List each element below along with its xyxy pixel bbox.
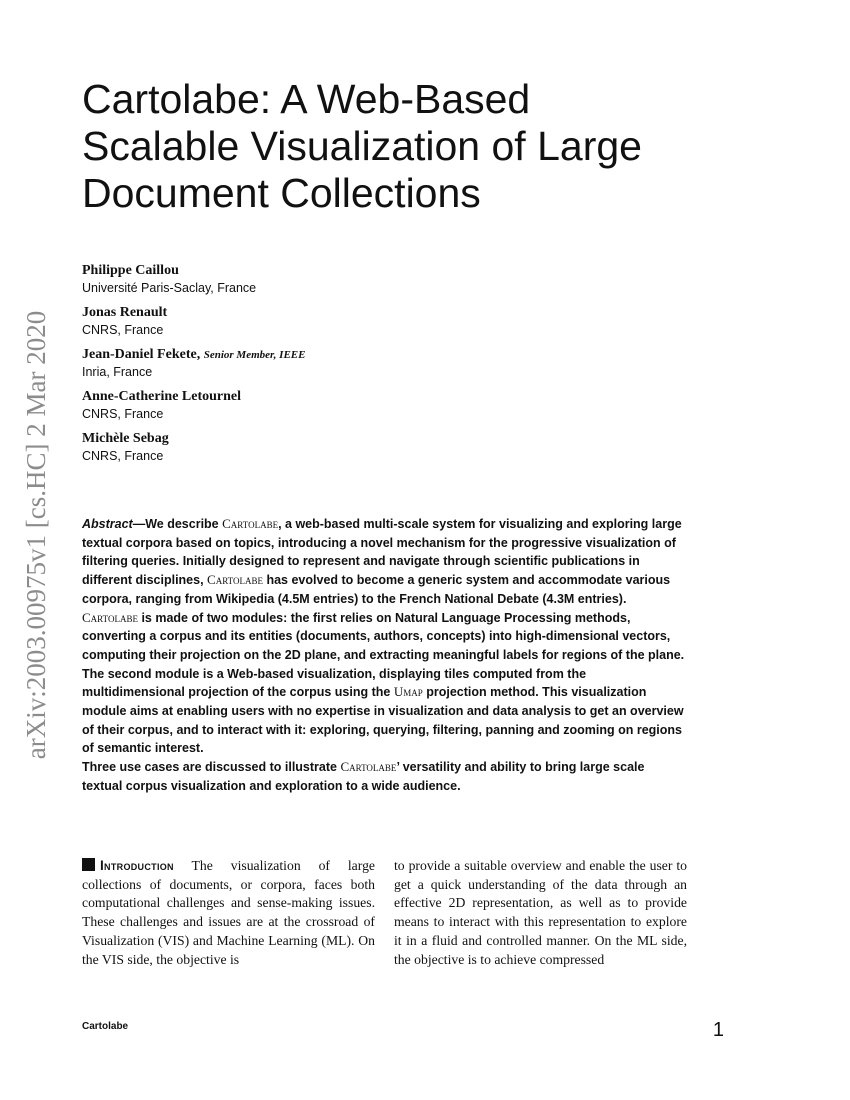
- author-affiliation: Université Paris-Saclay, France: [82, 281, 257, 295]
- author-list: [82, 262, 682, 472]
- abstract-text: is made of two modules: the first relies on Natural Language Processing methods, converting a corpus and its entities (documents, authors, concepts) into high-dimensional vectors, computing their projection on the 2D plane, and extracting meaningful labels for regions of the plane. The second module is a Web-based visualization, displaying tiles computed from the multidimensional projection of the corpus using the: [82, 610, 685, 700]
- author-name: Jonas Renault: [82, 305, 168, 320]
- author-role: Senior Member, IEEE: [203, 349, 306, 361]
- umap-name: Umap: [393, 684, 423, 700]
- author-affiliation: CNRS, France: [82, 323, 164, 337]
- title-line-1: Cartolabe: A Web-Based: [82, 76, 531, 122]
- author-name: Anne-Catherine Letournel: [82, 389, 242, 404]
- author-entry: [82, 388, 682, 422]
- system-name: Cartolabe: [340, 759, 397, 775]
- author-entry: [82, 304, 682, 338]
- abstract-paragraph-1: [82, 515, 688, 609]
- author-entry: [82, 262, 682, 296]
- author-affiliation: CNRS, France: [82, 407, 164, 421]
- introduction-paragraph: [82, 857, 375, 969]
- system-name: Cartolabe: [222, 516, 279, 531]
- author-entry: [82, 346, 682, 380]
- abstract-text: projection method. This visualization module aims at enabling users with no expertise in visualization and data analysis to get an overview of their corpus, and to interact with it: exploring, querying, filtering, panning and zooming on regions of semantic interest.: [82, 685, 684, 756]
- introduction-text-left: The visualization of large collections of documents, or corpora, faces both computational challenges and sense-making issues. These challenges and issues are at the crossroad of Visualization (VIS) and Machine Learning (ML). On the VIS side, the objective is: [82, 858, 375, 967]
- abstract: [82, 515, 688, 796]
- section-heading: Introduction: [100, 858, 174, 873]
- system-name: Cartolabe: [207, 572, 263, 588]
- author-name: Michèle Sebag: [82, 431, 169, 446]
- system-name: Cartolabe: [82, 609, 138, 625]
- abstract-text: has evolved to become a generic system and accommodate various corpora, ranging from Wikipedia (4.5M entries) to the French National Debate (4.3M entries).: [82, 573, 671, 606]
- body-column-left: [82, 857, 375, 969]
- running-title: Cartolabe: [82, 1021, 129, 1032]
- body-column-right: [394, 857, 687, 969]
- section-marker-icon: [82, 858, 95, 871]
- abstract-text: —We describe: [132, 517, 223, 531]
- author-affiliation: Inria, France: [82, 365, 153, 379]
- author-name: Jean-Daniel Fekete,: [82, 347, 201, 362]
- abstract-text: ’ versatility and ability to bring large scale textual corpus visualization and exploration to a wide audience.: [82, 760, 645, 793]
- title-line-3: Document Collections: [82, 170, 481, 216]
- abstract-paragraph-2: [82, 609, 688, 759]
- arxiv-identifier: arXiv:2003.00975v1 [cs.HC] 2 Mar 2020: [21, 310, 51, 760]
- author-name-line: [82, 346, 682, 364]
- abstract-label: Abstract: [82, 517, 133, 531]
- page-number: 1: [712, 1019, 724, 1041]
- author-name: Philippe Caillou: [82, 263, 179, 278]
- abstract-text: Three use cases are discussed to illustrate: [82, 760, 341, 775]
- author-affiliation: CNRS, France: [82, 449, 164, 463]
- title-line-2: Scalable Visualization of Large: [82, 123, 642, 169]
- abstract-paragraph-3: [82, 758, 688, 795]
- paper-title: [82, 76, 762, 217]
- author-entry: [82, 430, 682, 464]
- introduction-text-right: to provide a suitable overview and enable the user to get a quick understanding of the data through an effective 2D representation, as well as to provide means to interact with this representation to explore it in a fluid and controlled manner. On the ML side, the objective is to achieve compressed: [394, 858, 687, 967]
- abstract-text: , a web-based multi-scale system for visualizing and exploring large textual corpora based on topics, introducing a novel mechanism for the progressive visualization of filtering queries. Initially designed to represent and navigate through scientific publications in different disciplines,: [82, 517, 682, 588]
